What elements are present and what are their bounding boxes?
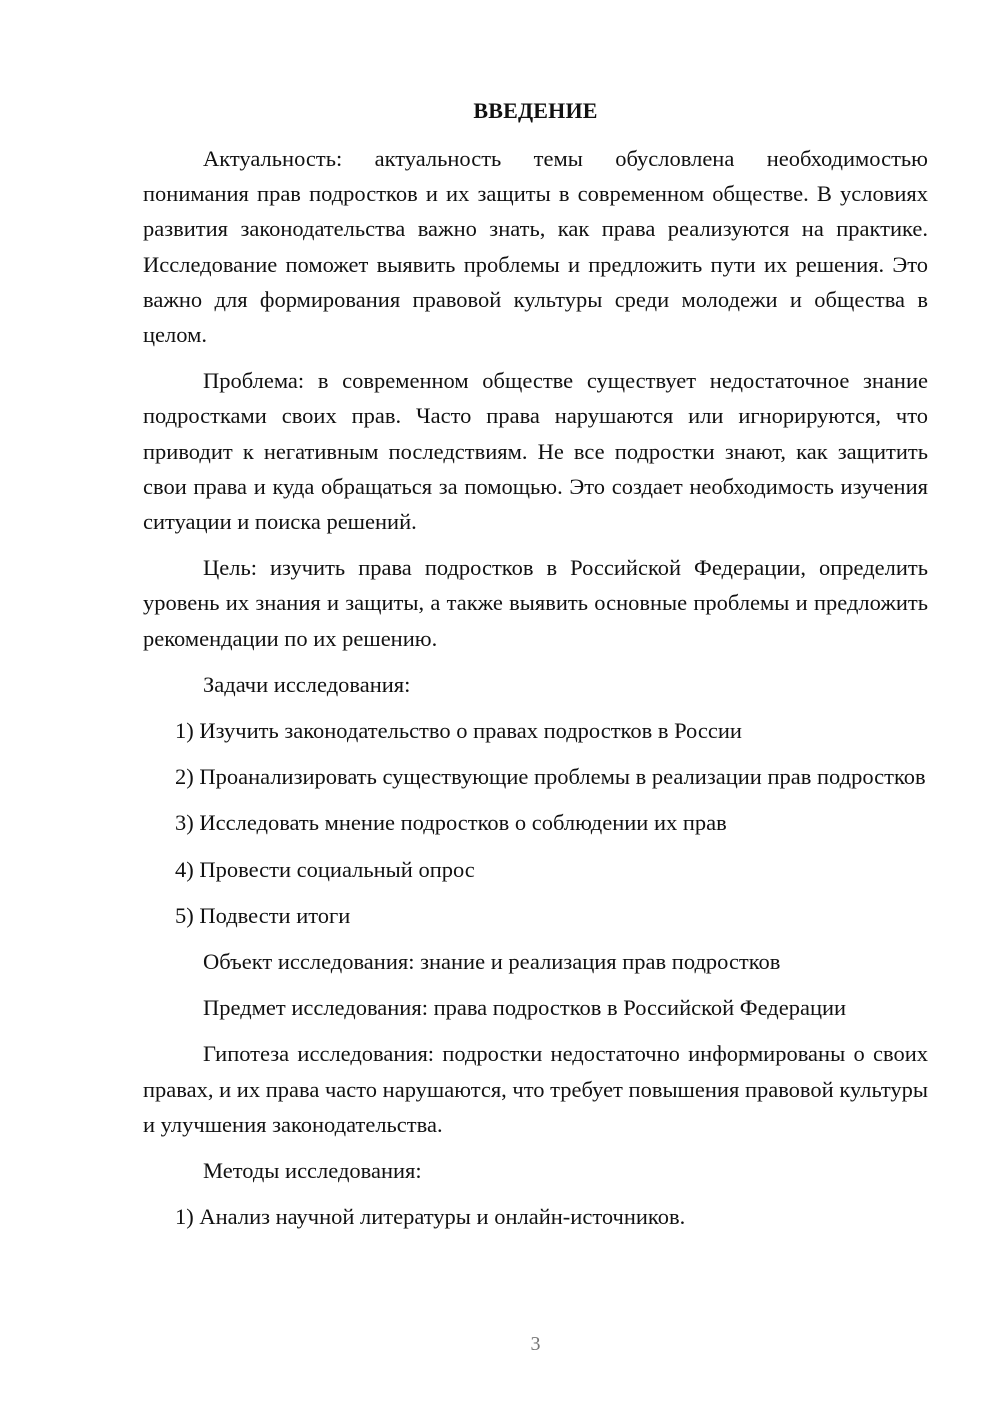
- research-hypothesis: Гипотеза исследования: подростки недостаточно информированы о своих правах, и их права часто нарушаются, что требует повышения правовой культуры и улучшения законодательства.: [143, 1041, 928, 1137]
- paragraph-goal: Цель: изучить права подростков в Российской Федерации, определить уровень их знания и защиты, а также выявить основные проблемы и предложить рекомендации по их решению.: [143, 555, 928, 651]
- task-item-4: 4) Провести социальный опрос: [175, 856, 475, 882]
- tasks-heading: Задачи исследования:: [203, 671, 411, 697]
- method-item-1: 1) Анализ научной литературы и онлайн-источников.: [175, 1204, 686, 1230]
- task-item-2: 2) Проанализировать существующие проблемы в реализации прав подростков: [175, 764, 926, 790]
- methods-heading: Методы исследования:: [203, 1158, 422, 1184]
- research-subject: Предмет исследования: права подростков в Российской Федерации: [203, 995, 847, 1021]
- task-item-5: 5) Подвести итоги: [175, 902, 351, 928]
- paragraph-problem: Проблема: в современном обществе существует недостаточное знание подростками своих прав. Часто права нарушаются или игнорируются, что приводит к негативным последствиям. Не все подростки знают, как защитить свои права и куда обращаться за помощью. Это создает необходимость изучения ситуации и поиска решений.: [143, 368, 928, 535]
- task-item-3: 3) Исследовать мнение подростков о соблюдении их прав: [175, 810, 727, 836]
- document-body: [143, 141, 928, 1234]
- paragraph-relevance: Актуальность: актуальность темы обусловлена необходимостью понимания прав подростков и их защиты в современном обществе. В условиях развития законодательства важно знать, как права реализуются на практике. Исследование поможет выявить проблемы и предложить пути их решения. Это важно для формирования правовой культуры среди молодежи и общества в целом.: [143, 146, 928, 348]
- research-object: Объект исследования: знание и реализация прав подростков: [203, 949, 781, 975]
- task-item-1: 1) Изучить законодательство о правах подростков в России: [175, 718, 742, 744]
- page-number: 3: [530, 1333, 541, 1355]
- section-title: ВВЕДЕНИЕ: [473, 98, 598, 123]
